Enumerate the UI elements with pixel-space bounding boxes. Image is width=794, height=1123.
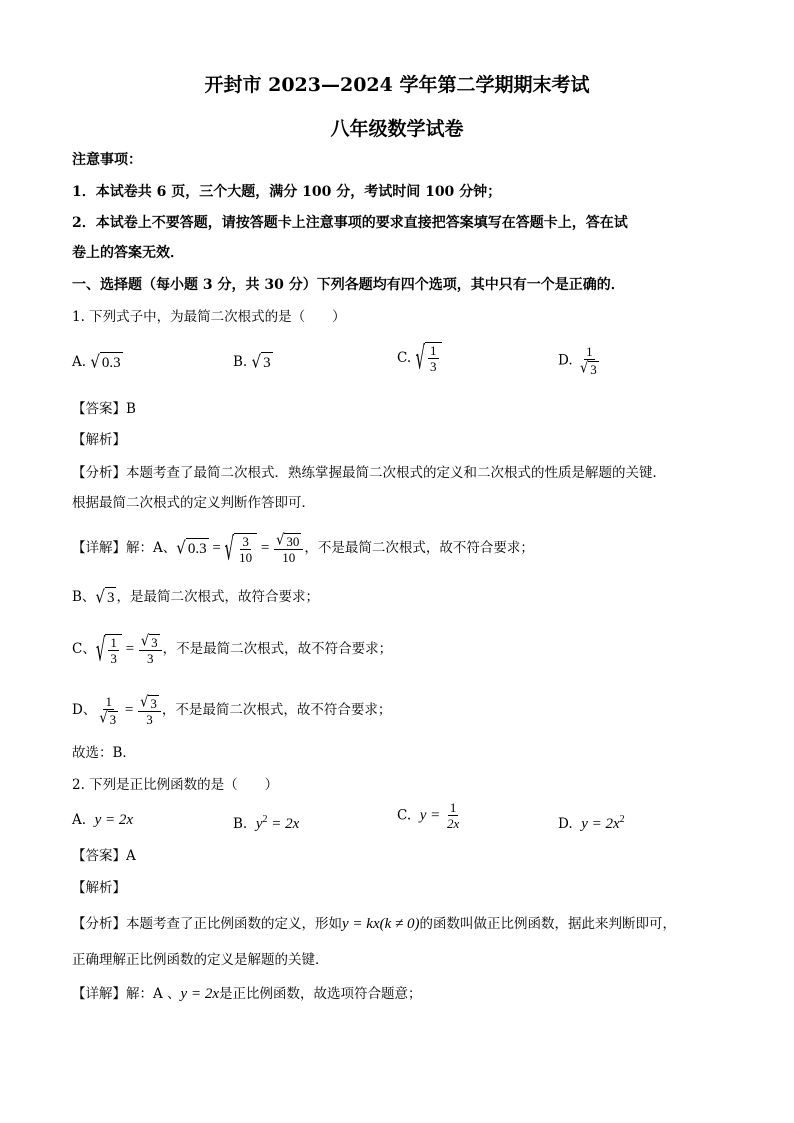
option-label: A. xyxy=(72,354,87,370)
fraction: 1 √ 3 xyxy=(99,694,117,728)
q1-choose: 故选：B． xyxy=(72,745,136,761)
option-label: D. xyxy=(558,816,573,832)
sqrt-fraction: √ $\frac{3}{10}$ xyxy=(225,533,258,565)
q2-jiexi: 【解析】 xyxy=(72,880,126,896)
q2-stem: 2. 下列是正比例函数的是（ ） xyxy=(72,777,279,793)
q1-detail-c: C、 √ $\frac{1}{3}$ = √ 3 3 ，不是最简二次根式，故不符合要求； xyxy=(72,630,393,669)
option-label: A. xyxy=(72,812,87,828)
math-expression: $y = 2x^2$ xyxy=(581,814,625,832)
exam-title: 开封市 2023—2024 学年第二学期期末考试 xyxy=(204,74,590,96)
math-expression: $y^2 = 2x$ xyxy=(255,814,300,832)
option-label: D. xyxy=(558,352,573,369)
sqrt-fraction: √ $\frac{1}{3}$ xyxy=(415,342,441,374)
q1-answer: 【答案】B xyxy=(72,401,136,417)
section-1-heading: 一、选择题（每小题 3 分，共 30 分）下列各题均有四个选项，其中只有一个是正确的． xyxy=(72,277,625,293)
notice-item-2: 2．本试卷上不要答题，请按答题卡上注意事项的要求直接把答案填写在答题卡上，答在试 xyxy=(72,215,628,231)
sqrt-expression: √ 3 xyxy=(251,351,271,373)
q1-option-d xyxy=(558,344,602,377)
q2-analysis-1: 【分析】本题考查了正比例函数的定义，形如y = kx(k ≠ 0)的函数叫做正比例函数，据此来判断即可， xyxy=(72,916,676,932)
numerator: 1 xyxy=(430,343,437,358)
fraction: √ 3 3 xyxy=(139,633,162,666)
radicand: 3 xyxy=(590,362,597,378)
option-label: C. xyxy=(397,350,412,366)
radicand: 3 xyxy=(261,352,273,373)
sqrt-fraction: √ $\frac{1}{3}$ xyxy=(96,634,122,666)
q1-detail-b: B、 √ 3 ，是最简二次根式，故符合要求； xyxy=(72,586,319,608)
q2-analysis-2: 正确理解正比例函数的定义是解题的关键． xyxy=(72,952,329,968)
q2-answer: 【答案】A xyxy=(72,848,136,864)
q1-detail-d: D、 1 √ 3 = √ 3 3 ，不是最简二次根式，故不符合要求； xyxy=(72,693,392,728)
detail-prefix: 【详解】解：A、 xyxy=(72,540,177,556)
q1-stem: 1. 下列式子中，为最简二次根式的是（ ） xyxy=(72,309,346,325)
q1-jiexi: 【解析】 xyxy=(72,432,126,448)
option-label: C. xyxy=(397,807,412,824)
q1-detail-a: 【详解】解：A、 √ 0.3 = √ $\frac{3}{10}$ = √ 30 10 ，不是最简二次根式，故不符合要求； xyxy=(72,529,534,568)
math-expression: y = kx(k ≠ 0) xyxy=(342,916,420,932)
q1-option-a xyxy=(72,352,123,373)
fraction: √ 3 3 xyxy=(138,694,161,727)
fraction: √ 30 10 xyxy=(274,532,303,565)
numerator: 1 xyxy=(586,344,593,359)
q1-option-b xyxy=(233,352,273,373)
sqrt-expression: √ 3 xyxy=(95,586,115,608)
q1-option-c xyxy=(397,339,442,377)
math-expression: y = 2x xyxy=(94,812,134,828)
q2-option-c: C. y = $\frac{1}{2x}$ xyxy=(397,800,460,831)
notice-item-2-cont: 卷上的答案无效． xyxy=(72,245,184,261)
fraction: $\frac{1}{2x}$ xyxy=(447,800,460,831)
q1-analysis-2: 根据最简二次根式的定义判断作答即可． xyxy=(72,495,315,511)
q2-option-b xyxy=(233,810,299,834)
detail-suffix: ，不是最简二次根式，故不符合要求； xyxy=(304,540,534,556)
q1-analysis-1: 【分析】本题考查了最简二次根式．熟练掌握最简二次根式的定义和二次根式的性质是解题的关键． xyxy=(72,465,666,481)
q2-option-a xyxy=(72,810,133,830)
option-label: B. xyxy=(233,816,248,832)
q2-detail: 【详解】解：A 、y = 2x是正比例函数，故选项符合题意； xyxy=(72,986,422,1002)
notice-heading: 注意事项： xyxy=(72,152,142,168)
sqrt-expression: √ 0.3 xyxy=(176,537,207,559)
option-label: B. xyxy=(233,354,248,370)
radicand: 0.3 xyxy=(100,352,123,373)
math-expression: y = 2x xyxy=(180,986,219,1002)
fraction: 1 √ 3 xyxy=(579,344,597,378)
q2-option-d xyxy=(558,810,625,834)
sqrt-expression: √ 0.3 xyxy=(90,351,121,373)
notice-item-1: 1．本试卷共 6 页，三个大题，满分 100 分，考试时间 100 分钟； xyxy=(72,184,502,200)
denominator: 3 xyxy=(430,359,437,374)
exam-subtitle: 八年级数学试卷 xyxy=(330,118,464,140)
